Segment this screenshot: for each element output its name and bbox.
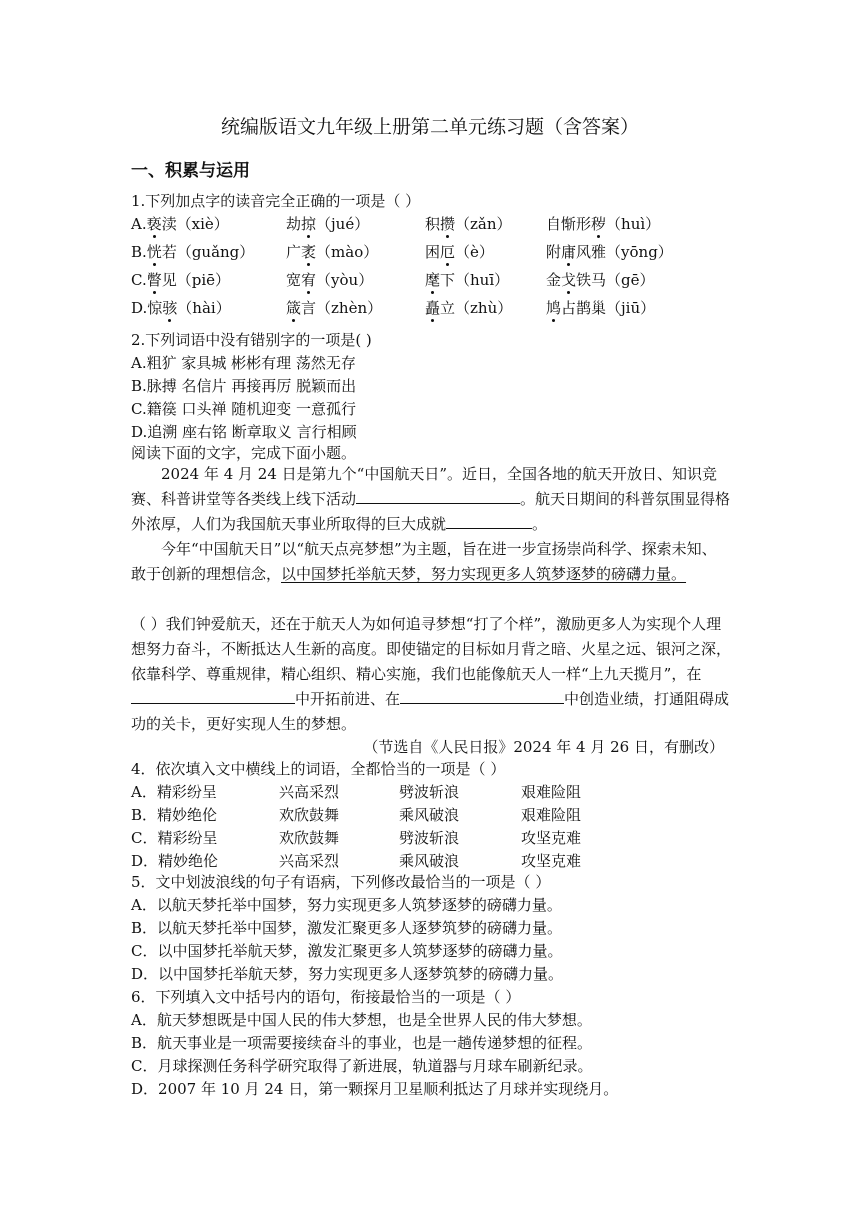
- option-letter: B.: [131, 243, 147, 261]
- word-suffix-pinyin: 立（zhù）: [440, 299, 513, 317]
- word-prefix: 宽: [286, 271, 302, 289]
- question-5-option-b: B．以航天梦托举中国梦，激发汇聚更多人逐梦筑梦的磅礴力量。: [131, 919, 563, 937]
- question-4-option-word: D．精妙绝伦: [131, 852, 219, 870]
- question-1-option-item: [546, 297, 655, 319]
- question-1-option-item: [131, 213, 229, 235]
- question-4-option-word: 劈波斩浪: [399, 783, 460, 801]
- answer-blank-1: [356, 487, 520, 504]
- option-letter: C.: [131, 271, 147, 289]
- word-suffix-pinyin: 风雅（yōng）: [576, 243, 673, 261]
- question-4-option-word: A．精彩纷呈: [131, 783, 217, 801]
- word-suffix-pinyin: 占鹊巢（jiū）: [561, 299, 656, 317]
- word-suffix-pinyin: （mào）: [316, 243, 379, 261]
- wavy-underlined-sentence: 以中国梦托举航天梦，努力实现更多人筑梦逐梦的磅礴力量。: [281, 565, 687, 583]
- question-1-option-item: [425, 213, 512, 235]
- question-4-option-word: 乘风破浪: [399, 852, 460, 870]
- question-1-option-item: [286, 297, 382, 319]
- dotted-character: 瞥: [146, 271, 162, 289]
- word-prefix: 自惭形: [546, 215, 592, 233]
- question-1-option-item: [131, 241, 254, 263]
- answer-blank-2: [446, 512, 532, 529]
- dotted-character: 麾: [425, 271, 441, 289]
- question-4-option-word: 艰难险阻: [521, 806, 582, 824]
- question-1-option-item: [286, 269, 373, 291]
- question-2-option-d: D.追溯 座右铭 断章取义 言行相顾: [131, 423, 357, 441]
- passage-paragraph-2: [131, 537, 731, 587]
- dotted-character: 秽: [591, 215, 607, 233]
- question-2-option-b: B.脉搏 名信片 再接再厉 脱颖而出: [131, 377, 357, 395]
- passage-p2-text: 今年“中国航天日”以“航天点亮梦想”为主题，旨在进一步宣扬崇尚科学、探索未知、敢于创新的理想信念，: [131, 540, 717, 583]
- passage-paragraph-3: [131, 612, 731, 737]
- dotted-character: 攒: [440, 215, 456, 233]
- word-prefix: 劫: [286, 215, 302, 233]
- question-1-option-item: [286, 213, 369, 235]
- word-prefix: 惊: [147, 299, 163, 317]
- passage-paragraph-1: [131, 462, 731, 537]
- question-1-option-item: [131, 269, 230, 291]
- question-1-option-item: [425, 269, 509, 291]
- dotted-character: 厄: [440, 243, 456, 261]
- question-4-option-row: [131, 781, 731, 803]
- word-prefix: 积: [425, 215, 441, 233]
- question-1-option-row: [131, 241, 731, 265]
- question-1-option-row: [131, 297, 731, 321]
- question-4-option-row: [131, 827, 731, 849]
- dotted-character: 矗: [425, 299, 441, 317]
- answer-blank-4: [400, 687, 564, 704]
- passage-p3-text-c: 中创造业绩，打通阻碍成功的关卡，更好实现人生的梦想。: [131, 690, 730, 733]
- dotted-character: 骇: [162, 299, 178, 317]
- question-5-option-d: D．以中国梦托举航天梦，努力实现更多人逐梦筑梦的磅礴力量。: [131, 965, 564, 983]
- question-2-option-c: C.籍篌 口头禅 随机迎变 一意孤行: [131, 400, 357, 418]
- answer-blank-3: [131, 687, 295, 704]
- question-1-option-row: [131, 269, 731, 293]
- passage-p1-text-a: 2024 年 4 月 24 日是第九个“中国航天日”。近日，全国各地的航天开放日、知识竞赛、科普讲堂等各类线上线下活动: [131, 465, 717, 508]
- dotted-character: 箴: [286, 299, 302, 317]
- question-4-option-word: 欢欣鼓舞: [279, 829, 340, 847]
- question-1-stem: 1.下列加点字的读音完全正确的一项是（ ）: [131, 192, 421, 210]
- word-suffix-pinyin: 若（guǎng）: [161, 243, 255, 261]
- word-suffix-pinyin: （jué）: [316, 215, 370, 233]
- question-6-option-d: D．2007 年 10 月 24 日，第一颗探月卫星顺利抵达了月球并实现绕月。: [131, 1080, 619, 1098]
- word-suffix-pinyin: （zǎn）: [455, 215, 512, 233]
- question-1-option-item: [286, 241, 378, 263]
- word-prefix: 附: [546, 243, 562, 261]
- passage-p3-text-a: （ ）我们钟爱航天，还在于航天人为如何追寻梦想“打了个样”，激励更多人为实现个人理想努力奋斗，不断抵达人生新的高度。即使锚定的目标如月背之暗、火星之远、银河之深，依靠科学、尊重规律，精心组织、精心实施，我们也能像航天人一样“上九天揽月”，在: [131, 615, 732, 683]
- question-5-option-a: A．以航天梦托举中国梦，努力实现更多人筑梦逐梦的磅礴力量。: [131, 896, 562, 914]
- question-6-option-a: A．航天梦想既是中国人民的伟大梦想，也是全世界人民的伟大梦想。: [131, 1011, 592, 1029]
- word-suffix-pinyin: 渎（xiè）: [161, 215, 229, 233]
- question-1-option-item: [425, 241, 494, 263]
- question-1-option-item: [546, 241, 673, 263]
- dotted-character: 掠: [301, 215, 317, 233]
- question-4-option-word: C．精彩纷呈: [131, 829, 218, 847]
- question-4-option-row: [131, 850, 731, 872]
- dotted-character: 宥: [301, 271, 317, 289]
- word-suffix-pinyin: 下（huī）: [440, 271, 510, 289]
- question-1-option-item: [425, 297, 512, 319]
- option-letter: A.: [131, 215, 147, 233]
- question-4-option-row: [131, 804, 731, 826]
- passage-p3-text-b: 中开拓前进、在: [295, 690, 401, 708]
- question-6-option-c: C．月球探测任务科学研究取得了新进展，轨道器与月球车刷新纪录。: [131, 1057, 593, 1075]
- question-4-option-word: 乘风破浪: [399, 806, 460, 824]
- word-suffix-pinyin: 言（zhèn）: [301, 299, 383, 317]
- question-6-stem: 6．下列填入文中括号内的语句，衔接最恰当的一项是（ ）: [131, 988, 521, 1006]
- page-title: 统编版语文九年级上册第二单元练习题（含答案）: [220, 116, 639, 138]
- question-4-option-word: 兴高采烈: [279, 783, 340, 801]
- word-suffix-pinyin: （huì）: [606, 215, 661, 233]
- question-5-option-c: C．以中国梦托举航天梦，激发汇聚更多人筑梦逐梦的磅礴力量。: [131, 942, 563, 960]
- passage-source: （节选自《人民日报》2024 年 4 月 26 日，有删改）: [363, 738, 724, 756]
- word-prefix: 困: [425, 243, 441, 261]
- question-4-option-word: B．精妙绝伦: [131, 806, 218, 824]
- question-4-stem: 4．依次填入文中横线上的词语，全都恰当的一项是（ ）: [131, 760, 506, 778]
- question-4-option-word: 欢欣鼓舞: [279, 806, 340, 824]
- question-4-option-word: 攻坚克难: [521, 852, 582, 870]
- word-suffix-pinyin: 见（piē）: [161, 271, 231, 289]
- word-prefix: 亵: [146, 215, 162, 233]
- dotted-character: 鸠: [546, 299, 562, 317]
- reading-intro: 阅读下面的文字，完成下面小题。: [131, 444, 357, 462]
- dotted-character: 庸: [561, 243, 577, 261]
- word-suffix-pinyin: 铁马（gē）: [576, 271, 655, 289]
- word-prefix: 金: [546, 271, 562, 289]
- question-2-option-a: A.粗犷 家具城 彬彬有理 荡然无存: [131, 354, 356, 372]
- question-1-option-item: [131, 297, 231, 319]
- question-2-stem: 2.下列词语中没有错别字的一项是( ): [131, 331, 372, 349]
- question-4-option-word: 艰难险阻: [521, 783, 582, 801]
- passage-p1-text-b: 。航天日期间的科普氛围显得格外浓厚，人们为我国航天事业所取得的巨大成就: [131, 490, 731, 533]
- passage-p1-text-c: 。: [532, 515, 548, 533]
- question-5-stem: 5．文中划波浪线的句子有语病，下列修改最恰当的一项是（ ）: [131, 873, 551, 891]
- question-4-option-word: 攻坚克难: [521, 829, 582, 847]
- option-letter: D.: [131, 299, 148, 317]
- question-1-option-item: [546, 269, 655, 291]
- dotted-character: 袤: [301, 243, 317, 261]
- word-suffix-pinyin: （yòu）: [316, 271, 374, 289]
- dotted-character: 戈: [561, 271, 577, 289]
- section-heading: 一、积累与运用: [131, 161, 250, 181]
- word-suffix-pinyin: （hài）: [177, 299, 231, 317]
- word-prefix: 广: [286, 243, 302, 261]
- question-1-option-item: [546, 213, 660, 235]
- question-6-option-b: B．航天事业是一项需要接续奋斗的事业，也是一趟传递梦想的征程。: [131, 1034, 593, 1052]
- word-suffix-pinyin: （è）: [455, 243, 494, 261]
- question-4-option-word: 兴高采烈: [279, 852, 340, 870]
- dotted-character: 恍: [146, 243, 162, 261]
- question-1-option-row: [131, 213, 731, 237]
- question-4-option-word: 劈波斩浪: [399, 829, 460, 847]
